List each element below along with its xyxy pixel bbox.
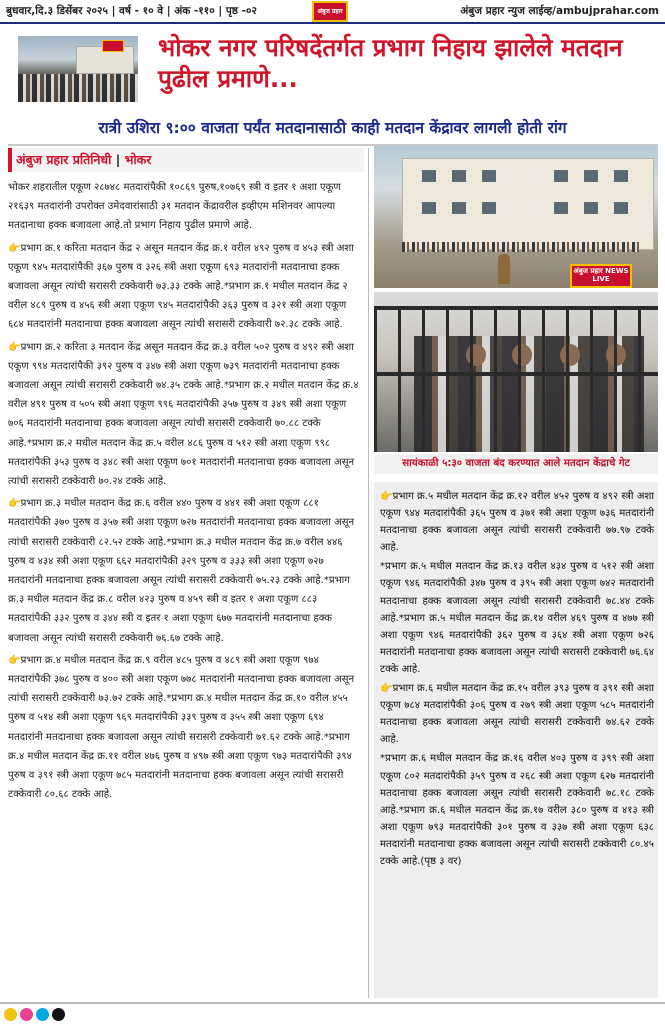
- photo-gate-rail: [374, 372, 658, 376]
- photo-caption: सायंकाळी ५:३० वाजता बंद करण्यात आले मतदान केंद्राचे गेट: [374, 454, 658, 474]
- issue-date-line: बुधवार,दि.३ डिसेंबर २०२५ | वर्ष - १० वे | अंक -११० | पृष्ठ -०२: [6, 5, 257, 17]
- polling-center-building-photo: [374, 146, 658, 288]
- photo-window: [584, 170, 598, 182]
- ward-paragraph: [380, 680, 654, 748]
- ward-paragraph: [8, 239, 360, 335]
- photo-window: [482, 202, 496, 214]
- photo-voter-queue: [402, 242, 642, 252]
- photo-window: [554, 170, 568, 182]
- ward-2-text: प्रभाग क्र.२ करिता ३ मतदान केंद्र असून मतदान केंद्र क्र.३ वरील ५०२ पुरुष व ४९२ स्त्री अशा एकूण ९९४ मतदारांपैकी ३९२ पुरुष व ३४७ स्त्री अशा एकूण ७३९ मतदारांनी मतदानाचा हक्क बजावला असून त्यांची सरासरी टक्केवारी ७४.३५ टक्के आहे.*प्रभाग क्र.२ मधील मतदान केंद्र क्र.४ वरील ४९१ पुरुष व ५०५ स्त्री अशा एकूण ९९६ मतदारांपैकी ३५७ पुरुष व ३४९ स्त्री अशा एकूण ७०६ मतदारांनी मतदानाचा हक्क बजावला असून त्यांची सरासरी टक्केवारी ७०.८८ टक्के आहे.*प्रभाग क्र.२ मधील मतदान केंद्र क्र.५ वरील ४८६ पुरुष व ५१२ स्त्री अशा एकूण ९९८ मतदारांपैकी ३५३ पुरुष व ३४८ स्त्री अशा एकूण ७०१ मतदारांनी मतदानाचा हक्क बजावला असून त्यांची सरासरी टक्केवारी ७०.२४ टक्के आहे.: [8, 341, 359, 488]
- footer-dot: [4, 1008, 17, 1021]
- photo-window: [452, 170, 466, 182]
- site-address[interactable]: अंबुज प्रहार न्युज लाईव्ह/ambujprahar.com: [460, 5, 659, 17]
- footer-rule: [0, 1002, 665, 1004]
- ward-5-continued-text: *प्रभाग क्र.५ मधील मतदान केंद्र क्र.१३ वरील ४३४ पुरुष व ५१२ स्त्री अशा एकूण ९४६ मतदारांपैकी ३४७ पुरुष व ३९५ स्त्री अशा एकूण ७४२ मतदारांनी मतदानाचा हक्क बजावला असून त्यांची सरासरी टक्केवारी ७८.४४ टक्के आहे.*प्रभाग क्र.५ मधील मतदान केंद्र क्र.१४ वरील ४६९ पुरुष व ४७७ स्त्री अशा एकूण ९४६ मतदारांपैकी ३६२ पुरुष व ३६४ स्त्री अशा एकूण ७२६ मतदारांनी मतदानाचा हक्क बजावला असून त्यांची सरासरी टक्केवारी ७६.६४ टक्के आहे.: [380, 561, 654, 675]
- pointing-hand-icon: 👉: [8, 242, 21, 254]
- photo-window: [614, 202, 628, 214]
- ward-paragraph: [8, 494, 360, 648]
- photo-window: [422, 202, 436, 214]
- byline-reporter: अंबुज प्रहार प्रतिनिधी: [16, 152, 112, 167]
- photo-watermark-logo: अंबुज प्रहार NEWS LIVE: [570, 264, 632, 288]
- right-column-text: [380, 488, 654, 872]
- photo-window: [554, 202, 568, 214]
- ward-paragraph: [8, 651, 360, 805]
- subheadline: रात्री उशिरा ९:०० वाजता पर्यंत मतदानासाठी काही मतदान केंद्रावर लागली होती रांग: [98, 119, 567, 137]
- ward-3-text: प्रभाग क्र.३ मधील मतदान केंद्र क्र.६ वरील ४४० पुरुष व ४४१ स्त्री अशा एकूण ८८१ मतदारांपैकी ३७० पुरुष व ३५७ स्त्री अशा एकूण ७२७ मतदारांनी मतदानाचा हक्क बजावला असून त्यांची सरासरी टक्केवारी ८२.५२ टक्के आहे.*प्रभाग क्र.३ मधील मतदान केंद्र क्र.७ वरील ४४६ पुरुष व ४३४ स्त्री अशा एकूण ६६२ मतदारांपैकी ३२९ पुरुष व ३३३ स्त्री अशा एकूण ७२७ मतदारांनी मतदानाचा हक्क बजावला असून त्यांची सरासरी टक्केवारी ७५.२३ टक्के आहे.*प्रभाग क्र.३ मधील मतदान केंद्र क्र.८ वरील ४२३ पुरुष व ४५९ स्त्री व इतर १ अशा एकूण ८८३ मतदारांपैकी ३३२ पुरुष व ३४४ स्त्री व इतर १ अशा एकूण ६७७ मतदारांनी मतदानाचा हक्क बजावला असून त्यांची सरासरी टक्केवारी ७६.६७ टक्के आहे.: [8, 498, 355, 644]
- pointing-hand-icon: 👉: [8, 498, 21, 510]
- ward-paragraph: [380, 750, 654, 870]
- thumbnail-crowd: [18, 74, 138, 102]
- photo-police-officer: [498, 254, 510, 284]
- footer-dot: [52, 1008, 65, 1021]
- footer-color-dots: [4, 1008, 65, 1021]
- ward-4-text: प्रभाग क्र.४ मधील मतदान केंद्र क्र.९ वरील ४८५ पुरुष व ४८९ स्त्री अशा एकूण ९७४ मतदारांपैकी ३७८ पुरुष व ४०० स्त्री अशा एकूण ७७८ मतदारांनी मतदानाचा हक्क बजावला असून त्यांची सरासरी टक्केवारी ७३.७२ टक्के आहे.*प्रभाग क्र.४ मधील मतदान केंद्र क्र.१० वरील ४५५ पुरुष व ५१४ स्त्री अशा एकूण ९६९ मतदारांपैकी ३३९ पुरुष व ३५५ स्त्री अशा एकूण ६९४ मतदारांनी मतदानाचा हक्क बजावला असून त्यांची सरासरी टक्केवारी ७१.६२ टक्के आहे.*प्रभाग क्र.४ मधील मतदान केंद्र क्र.११ वरील ४७६ पुरुष व ४९७ स्त्री अशा एकूण ९७३ मतदारांपैकी ३९४ पुरुष व ३९१ स्त्री अशा एकूण ७८५ मतदारांनी मतदानाचा हक्क बजावला असून त्यांची सरासरी टक्केवारी ८०.६८ टक्के आहे.: [8, 654, 355, 801]
- pointing-hand-icon: 👉: [380, 683, 393, 695]
- masthead-logo: [312, 1, 348, 22]
- photo-gate-rail: [374, 306, 658, 310]
- pointing-hand-icon: 👉: [380, 491, 393, 502]
- headline: भोकर नगर परिषदेंतर्गत प्रभाग निहाय झालेले मतदान पुढील प्रमाणे...: [158, 33, 623, 93]
- ward-6-text: प्रभाग क्र.६ मधील मतदान केंद्र क्र.१५ वरील ३९३ पुरुष व ३९१ स्त्री अशा एकूण ७८४ मतदारांपैकी ३०६ पुरुष व २७९ स्त्री अशा एकूण ५८५ मतदारांनी मतदानाचा हक्क बजावला असून त्यांची सरासरी टक्केवारी ७४.६२ टक्के आहे.: [380, 683, 654, 746]
- left-column-text: [8, 178, 360, 808]
- photo-gate-bars: [374, 306, 658, 452]
- photo-window: [614, 170, 628, 182]
- ward-paragraph: [380, 558, 654, 678]
- ward-6-continued-text: *प्रभाग क्र.६ मधील मतदान केंद्र क्र.१६ वरील ४०३ पुरुष व ३९९ स्त्री अशा एकूण ८०२ मतदारांपैकी ३५९ पुरुष व २६८ स्त्री अशा एकूण ६२७ मतदारांनी मतदानाचा हक्क बजावला असून त्यांची सरासरी टक्केवारी ७८.१८ टक्के आहे.*प्रभाग क्र.६ मधील मतदान केंद्र क्र.१७ वरील ३८० पुरुष व ४१३ स्त्री अशा एकूण ७९३ मतदारांपैकी ३०१ पुरुष व ३३७ स्त्री अशा एकूण ६३८ मतदारांनी मतदानाचा हक्क बजावला असून त्यांची सरासरी टक्केवारी ८०.४५ टक्के आहे.(पृष्ठ ३ वर): [380, 753, 654, 867]
- photo-window: [452, 202, 466, 214]
- column-divider: [368, 148, 369, 998]
- intro-paragraph: भोकर शहरातील एकूण २८७४८ मतदारांपैकी १०८६९ पुरुष,१०७६९ स्त्री व इतर १ अशा एकूण २१६३९ मतदारांनी उपरोक्त उमेदवारांसाठी ३१ मतदान केंद्रावरील इव्हीएम मशिनवर आपल्या मतदानाचा हक्क बजावला आहे.तो प्रभाग निहाय पुढील प्रमाणे आहे.: [8, 182, 341, 232]
- ward-1-text: प्रभाग क्र.१ करिता मतदान केंद्र २ असून मतदान केंद्र क्र.१ वरील ४९२ पुरुष व ४५३ स्त्री अशा एकूण ९४५ मतदारांपैकी ३६७ पुरुष व ३२६ स्त्री अशा एकूण ६९३ मतदारांनी मतदानाचा हक्क बजावला असून त्यांची सरासरी टक्केवारी ७३.३३ टक्के आहे.*प्रभाग क्र.१ मधील मतदान केंद्र २ वरील ४८९ पुरुष व ४५६ स्त्री अशा एकूण ९४५ मतदारांपैकी ३६३ पुरुष व ३२१ स्त्री अशा एकूण ६८४ मतदारांनी मतदानाचा हक्क बजावला असून त्यांची सरासरी टक्केवारी ७२.३८ टक्के आहे.: [8, 242, 354, 331]
- byline-separator: |: [111, 152, 125, 167]
- byline-place: भोकर: [124, 152, 152, 167]
- pointing-hand-icon: 👉: [8, 341, 21, 353]
- thumbnail-logo-tag: [102, 40, 124, 52]
- byline: [8, 148, 364, 172]
- closed-gate-photo: [374, 292, 658, 452]
- photo-window: [482, 170, 496, 182]
- masthead-logo-text: अंबुज प्रहार: [317, 7, 343, 15]
- pointing-hand-icon: 👉: [8, 654, 21, 666]
- ward-5-text: प्रभाग क्र.५ मधील मतदान केंद्र क्र.१२ वरील ४५२ पुरुष व ४९२ स्त्री अशा एकूण ९४४ मतदारांपैकी ३६५ पुरुष व ३७१ स्त्री अशा एकूण ७३६ मतदारांनी मतदानाचा हक्क बजावला असून त्यांची सरासरी टक्केवारी ७७.९७ टक्के आहे.: [380, 491, 654, 554]
- crowd-thumbnail-photo: [18, 36, 138, 102]
- masthead-bar: [0, 0, 665, 24]
- photo-window: [422, 170, 436, 182]
- footer-dot: [36, 1008, 49, 1021]
- ward-paragraph: [380, 488, 654, 556]
- footer-dot: [20, 1008, 33, 1021]
- ward-paragraph: [8, 338, 360, 492]
- photo-window: [584, 202, 598, 214]
